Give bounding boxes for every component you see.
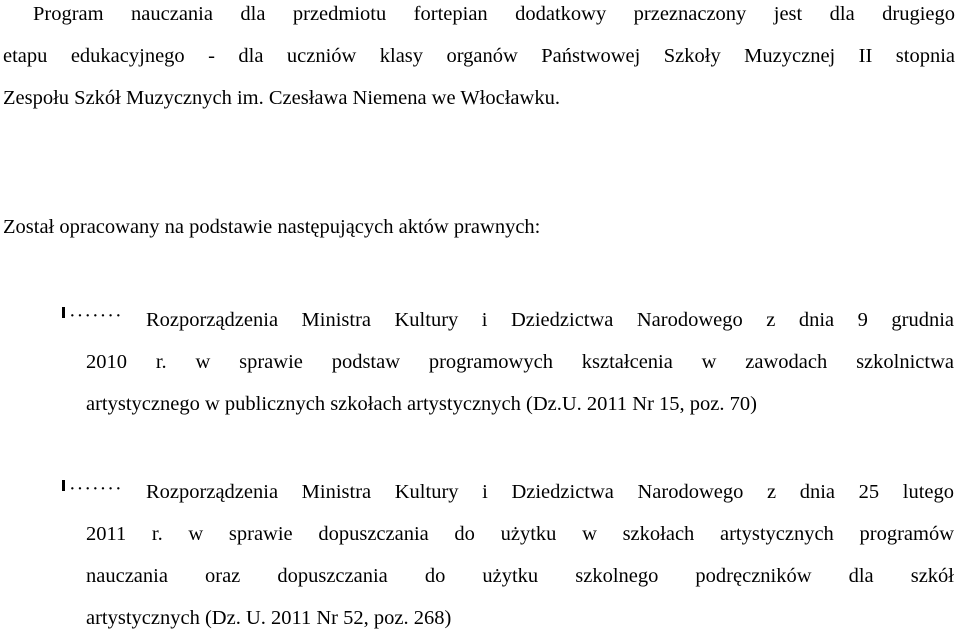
legal-act-1-line-3: artystycznego w publicznych szkołach artystycznych (Dz.U. 2011 Nr 15, poz. 70) [86, 393, 757, 415]
legal-act-1-line-1: Rozporządzenia Ministra Kultury i Dziedzictwa Narodowego z dnia 9 grudnia [146, 309, 954, 331]
legal-act-2-line-4: artystycznych (Dz. U. 2011 Nr 52, poz. 268) [86, 607, 452, 629]
legal-act-2-line-1: Rozporządzenia Ministra Kultury i Dziedzictwa Narodowego z dnia 25 lutego [146, 481, 954, 503]
list-bullet-icon: ······· [62, 479, 124, 493]
legal-act-1-line-2: 2010 r. w sprawie podstaw programowych kształcenia w zawodach szkolnictwa [86, 351, 954, 373]
intro-line-2: etapu edukacyjnego - dla uczniów klasy organów Państwowej Szkoły Muzycznej II stopnia [3, 45, 955, 67]
list-bullet-icon: ······· [62, 306, 124, 320]
legal-act-2-line-3: nauczania oraz dopuszczania do użytku szkolnego podręczników dla szkół [86, 565, 954, 587]
basis-heading: Został opracowany na podstawie następujących aktów prawnych: [3, 216, 541, 238]
legal-act-2-line-2: 2011 r. w sprawie dopuszczania do użytku w szkołach artystycznych programów [86, 523, 954, 545]
intro-line-1: Program nauczania dla przedmiotu fortepian dodatkowy przeznaczony jest dla drugiego [33, 3, 955, 25]
intro-line-3: Zespołu Szkół Muzycznych im. Czesława Niemena we Włocławku. [3, 87, 560, 109]
